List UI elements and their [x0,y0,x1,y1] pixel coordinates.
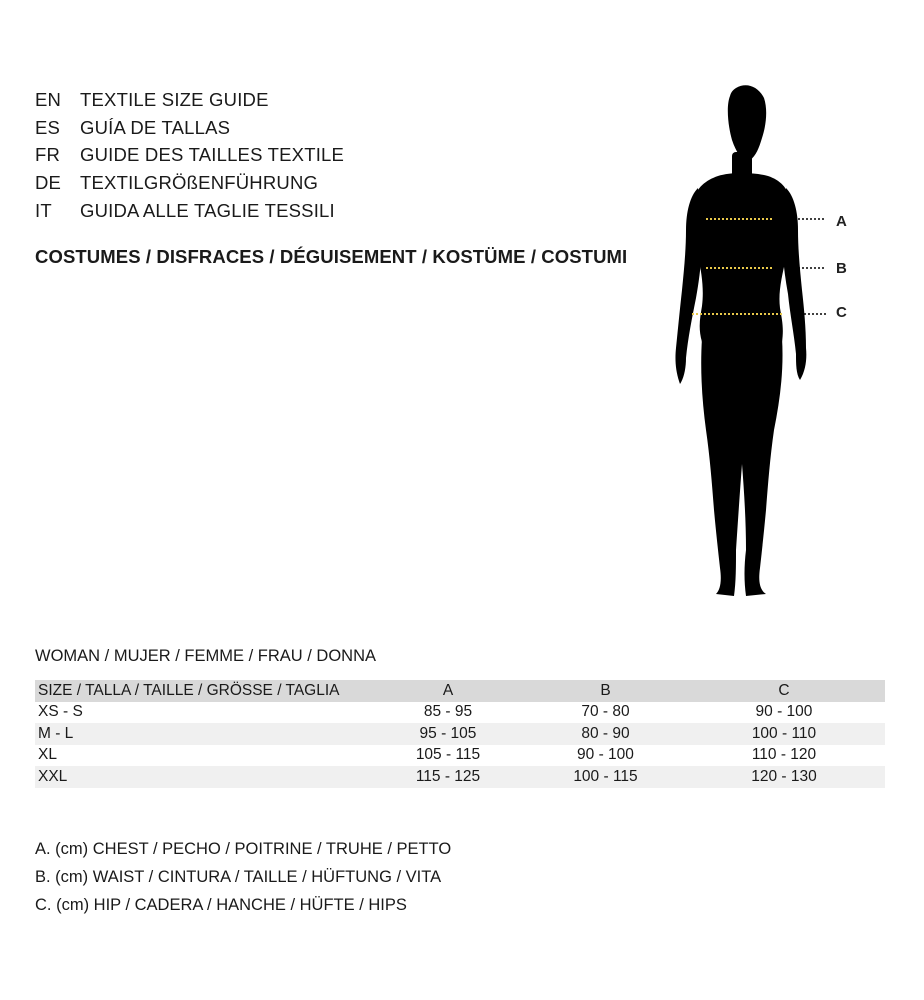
header-b: B [600,681,611,699]
language-title-text: GUÍA DE TALLAS [80,116,231,138]
cell-b: 100 - 115 [573,767,638,785]
language-title-text: GUIDA ALLE TAGLIE TESSILI [80,199,335,221]
language-code: IT [35,199,52,221]
body-silhouette-figure [660,80,860,610]
cell-a: 85 - 95 [423,703,473,721]
table-row [35,745,885,767]
section-label-woman: WOMAN / MUJER / FEMME / FRAU / DONNA [35,647,376,665]
language-title-es [35,114,344,142]
language-title-it [35,197,344,225]
cell-size: XS - S [38,703,83,721]
table-row [35,702,885,724]
language-title-fr [35,141,344,169]
language-title-text: TEXTILGRÖßENFÜHRUNG [80,171,319,193]
table-row [35,723,885,745]
marker-label-a: A [836,213,847,230]
table-row [35,766,885,788]
header-size: SIZE / TALLA / TAILLE / GRÖSSE / TAGLIA [38,681,340,699]
header-c: C [778,681,790,699]
cell-c: 120 - 130 [751,767,817,785]
language-title-text: GUIDE DES TAILLES TEXTILE [80,144,345,166]
cell-b: 70 - 80 [581,703,630,721]
language-code: EN [35,88,62,110]
language-code: ES [35,116,61,138]
size-table [35,680,885,788]
cell-b: 90 - 100 [577,746,634,764]
marker-label-b: B [836,260,847,277]
cell-c: 100 - 110 [751,724,817,742]
cell-size: XL [38,746,57,764]
language-code: FR [35,144,61,166]
costume-category-title: COSTUMES / DISFRACES / DÉGUISEMENT / KOSTÜME / COSTUMI [35,246,628,267]
cell-size: M - L [38,724,74,742]
cell-a: 105 - 115 [415,746,481,764]
header-a: A [442,681,454,699]
language-code: DE [35,171,62,193]
legend-item-chest: A. (cm) CHEST / PECHO / POITRINE / TRUHE / PETTO [35,840,452,859]
cell-c: 110 - 120 [751,746,817,764]
cell-b: 80 - 90 [581,724,630,742]
woman-silhouette-icon [675,85,806,596]
cell-c: 90 - 100 [755,703,813,721]
marker-label-c: C [836,304,847,321]
language-title-list [35,86,344,224]
size-table-header-row [35,680,885,702]
legend-item-hip: C. (cm) HIP / CADERA / HANCHE / HÜFTE / HIPS [35,895,407,914]
cell-a: 95 - 105 [419,724,477,742]
cell-size: XXL [38,767,68,785]
language-title-en [35,86,344,114]
language-title-text: TEXTILE SIZE GUIDE [80,88,269,110]
cell-a: 115 - 125 [415,767,481,785]
legend-item-waist: B. (cm) WAIST / CINTURA / TAILLE / HÜFTUNG / VITA [35,868,442,887]
measurement-legend [35,836,451,919]
language-title-de [35,169,344,197]
